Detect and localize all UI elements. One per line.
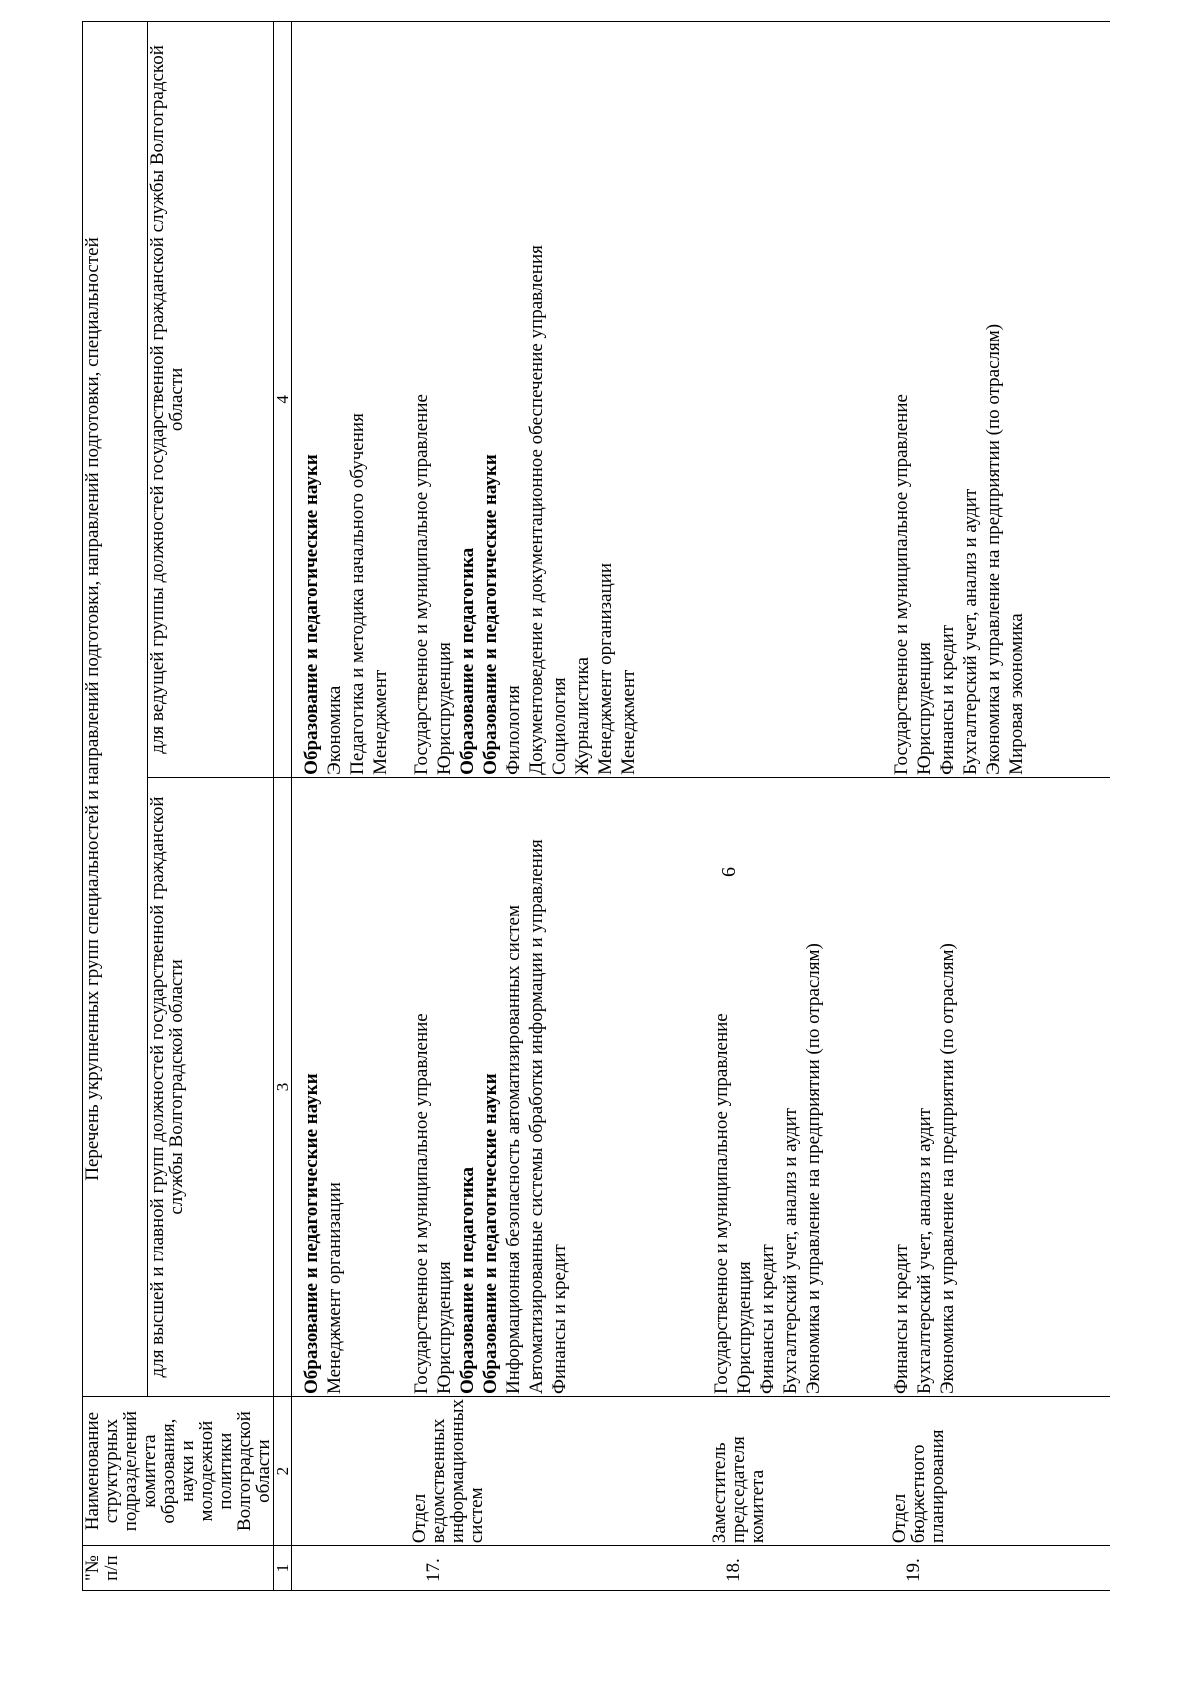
- table-row: [292, 22, 410, 1591]
- column-number-row: [274, 22, 292, 1591]
- specialty-item: Государственное и муниципальное управление: [890, 394, 912, 775]
- column-number: 3: [274, 777, 292, 1396]
- header-row-1: [83, 22, 148, 1591]
- specialty-item: Журналистика: [571, 657, 593, 775]
- specialty-item: Менеджмент организации: [594, 562, 616, 775]
- subdivision-name: Заместитель председателя комитета: [710, 1397, 890, 1546]
- header-subdivision-name: Наименование структурных подразделений комитета образования, науки и молодежной политики Волгоградской области: [83, 1397, 274, 1546]
- specialty-item: Экономика: [324, 685, 345, 775]
- specialty-item: Образование и педагогические науки: [301, 1073, 322, 1395]
- subdivision-name: Отдел бюджетного планирования: [890, 1397, 1110, 1546]
- specialty-item: Информационная безопасность автоматизированных систем: [502, 904, 524, 1395]
- specialty-item: Экономика и управление на предприятии (по отраслям): [982, 323, 1004, 775]
- row-number: 17.: [410, 1546, 710, 1591]
- specialty-item: Бухгалтерский учет, анализ и аудит: [779, 1107, 801, 1395]
- specialty-item: Финансы и кредит: [548, 1244, 570, 1395]
- specialty-item: Мировая экономика: [1005, 613, 1027, 775]
- specialty-item: Финансы и кредит: [936, 624, 958, 775]
- specialty-item: Образование и педагогические науки: [479, 1073, 501, 1395]
- table-row: [710, 22, 890, 1591]
- table-row: [410, 22, 710, 1591]
- header-leading-group: для ведущей группы должностей государственной гражданской службы Волгоградской области: [147, 22, 273, 778]
- page-number: 6: [718, 867, 740, 877]
- specialty-item: Финансы и кредит: [890, 1244, 912, 1395]
- specialty-item: Образование и педагогические науки: [301, 454, 322, 775]
- specialty-item: Юриспруденция: [913, 642, 935, 775]
- specialty-item: Социология: [548, 677, 570, 775]
- header-group-title: Перечень укрупненных групп специальностей и направлений подготовки, направлений подготовки, специальностей: [83, 22, 148, 1397]
- header-number: "№ п/п: [83, 1546, 274, 1591]
- specialty-item: Государственное и муниципальное управление: [710, 1013, 732, 1395]
- specialty-list: [710, 22, 890, 778]
- specialties-table: [82, 21, 1110, 1591]
- specialty-list: [410, 777, 710, 1396]
- specialty-item: Юриспруденция: [733, 1261, 755, 1395]
- specialty-list: [710, 777, 890, 1396]
- table-row: [890, 22, 1110, 1591]
- specialty-list: [292, 22, 410, 778]
- specialty-item: Государственное и муниципальное управление: [410, 1013, 432, 1395]
- specialty-item: Менеджмент: [370, 669, 391, 775]
- specialty-item: Филология: [502, 685, 524, 775]
- specialty-item: Образование и педагогика: [456, 1166, 478, 1395]
- specialty-item: Документоведение и документационное обеспечение управления: [525, 245, 547, 775]
- subdivision-name: Отдел ведомственных информационных систем: [410, 1397, 710, 1546]
- specialty-item: Педагогика и методика начального обучения: [347, 413, 368, 775]
- specialty-item: Финансы и кредит: [756, 1244, 778, 1395]
- specialty-list: [410, 22, 710, 778]
- specialty-item: Бухгалтерский учет, анализ и аудит: [959, 488, 981, 775]
- header-row-2: [147, 22, 273, 1591]
- column-number: 2: [274, 1397, 292, 1546]
- row-number: 19.: [890, 1546, 1110, 1591]
- specialty-item: Бухгалтерский учет, анализ и аудит: [913, 1107, 935, 1395]
- specialty-list: [292, 777, 410, 1396]
- specialty-list: [890, 22, 1110, 778]
- specialty-item: Государственное и муниципальное управление: [410, 394, 432, 775]
- specialty-item: Юриспруденция: [433, 1261, 455, 1395]
- specialty-item: Образование и педагогика: [456, 547, 478, 775]
- header-higher-groups: для высшей и главной групп должностей государственной гражданской службы Волгоградской области: [147, 777, 273, 1396]
- specialty-item: Автоматизированные системы обработки информации и управления: [525, 839, 547, 1395]
- specialty-item: Менеджмент: [617, 669, 639, 775]
- column-number: 4: [274, 22, 292, 778]
- specialties-table-wrapper: [82, 21, 1110, 1591]
- specialty-item: Экономика и управление на предприятии (по отраслям): [802, 943, 824, 1395]
- specialty-list: [890, 777, 1110, 1396]
- specialty-item: Юриспруденция: [433, 642, 455, 775]
- column-number: 1: [274, 1546, 292, 1591]
- specialty-item: Экономика и управление на предприятии (по отраслям): [936, 943, 958, 1395]
- row-number: 18.: [710, 1546, 890, 1591]
- specialty-item: Менеджмент организации: [324, 1182, 345, 1395]
- specialty-item: Образование и педагогические науки: [479, 454, 501, 775]
